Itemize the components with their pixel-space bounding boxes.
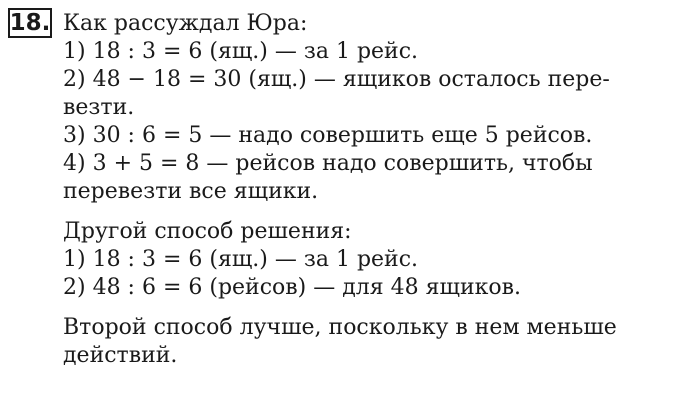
heading-other-method: Другой способ решения: xyxy=(63,219,352,244)
solution-text xyxy=(63,10,693,370)
problem-number: 18. xyxy=(9,9,51,36)
method1-step-1: 1) 18 : 3 = 6 (ящ.) — за 1 рейс. xyxy=(63,39,419,64)
method1-step-3: 3) 30 : 6 = 5 — надо совершить еще 5 рейсов. xyxy=(63,123,593,148)
method1-step-2-continued: везти. xyxy=(63,95,135,120)
problem-number-badge xyxy=(8,8,52,38)
method1-step-4: 4) 3 + 5 = 8 — рейсов надо совершить, чтобы xyxy=(63,151,593,176)
heading-yura: Как рассуждал Юра: xyxy=(63,11,308,36)
method1-step-4-continued: перевезти все ящики. xyxy=(63,179,319,204)
paragraph-gap xyxy=(63,302,693,314)
conclusion-line-1: Второй способ лучше, поскольку в нем меньше xyxy=(63,315,617,340)
paragraph-gap xyxy=(63,206,693,218)
method1-step-2: 2) 48 − 18 = 30 (ящ.) — ящиков осталось пере- xyxy=(63,67,610,92)
conclusion-line-2: действий. xyxy=(63,343,178,368)
method2-step-1: 1) 18 : 3 = 6 (ящ.) — за 1 рейс. xyxy=(63,247,419,272)
method2-step-2: 2) 48 : 6 = 6 (рейсов) — для 48 ящиков. xyxy=(63,275,521,300)
